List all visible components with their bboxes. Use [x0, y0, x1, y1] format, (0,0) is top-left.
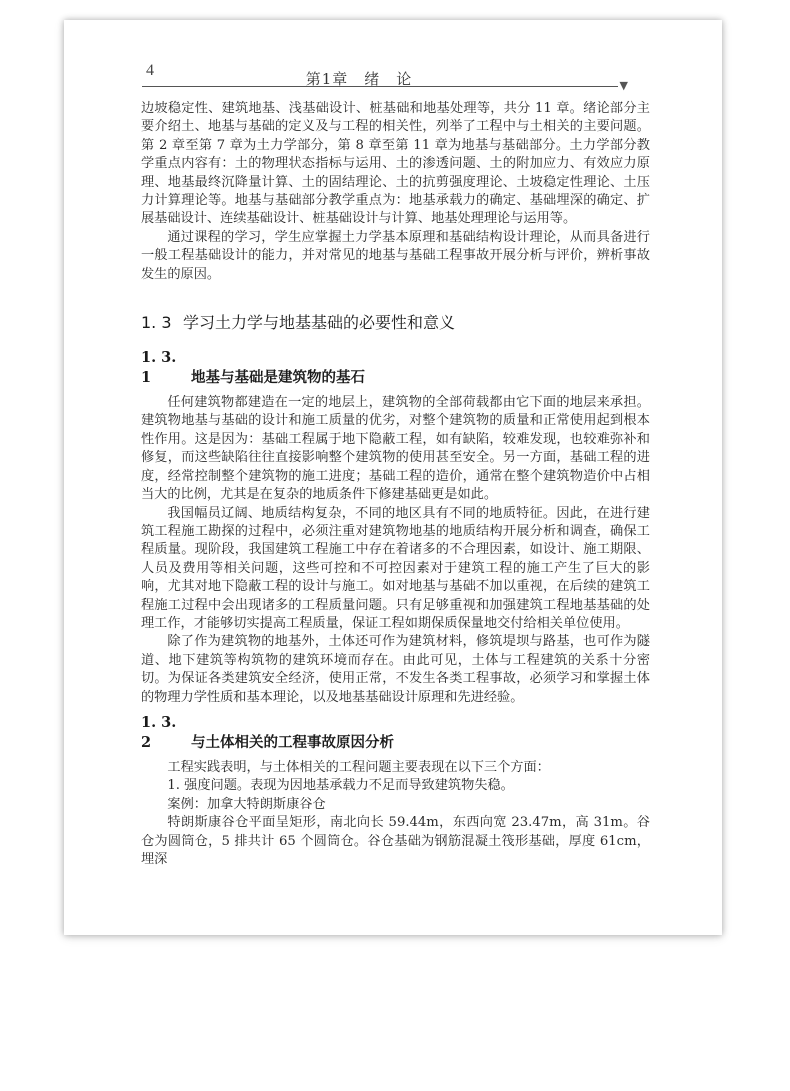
- section-title: 地基与基础是建筑物的基石: [191, 369, 365, 387]
- header-rule: [142, 86, 618, 87]
- running-header: [78, 60, 640, 90]
- section-number: 1. 3. 2: [141, 713, 177, 751]
- section-title: 学习土力学与地基基础的必要性和意义: [183, 313, 456, 333]
- section-number: 1. 3: [141, 313, 172, 333]
- section-heading-1-3: [141, 312, 650, 334]
- body-content: [141, 100, 650, 869]
- paragraph: 任何建筑物都建造在一定的地层上，建筑物的全部荷载都由它下面的地层来承担。建筑物地基与基础的设计和施工质量的优劣，对整个建筑物的质量和正常使用起到根本性作用。这是因为：基础工程属于地下隐蔽工程，如有缺陷，较难发现，也较难弥补和修复，而这些缺陷往往直接影响整个建筑物的使用甚至安全。另一方面，基础工程的进度，经常控制整个建筑物的施工进度；基础工程的造价，通常在整个建筑物造价中占相当大的比例，尤其是在复杂的地质条件下修建基础更是如此。: [141, 395, 650, 503]
- paragraph: 除了作为建筑物的地基外，土体还可作为建筑材料，修筑堤坝与路基，也可作为隧道、地下建筑等构筑物的建筑环境而存在。由此可见，土体与工程建筑的关系十分密切。为保证各类建筑安全经济，使用正常，不发生各类工程事故，必须学习和掌握土体的物理力学性质和基本理论，以及地基基础设计原理和先进经验。: [141, 634, 650, 705]
- paragraph: 我国幅员辽阔、地质结构复杂，不同的地区具有不同的地质特征。因此，在进行建筑工程施工勘探的过程中，必须注重对建筑物地基的地质结构开展分析和调查，确保工程质量。现阶段，我国建筑工程施工中存在着诸多的不合理因素，如设计、施工期限、人员及费用等相关问题，这些可控和不可控因素对于建筑工程的施工产生了巨大的影响，尤其对地下隐蔽工程的设计与施工。如对地基与基础不加以重视，在后续的建筑工程施工过程中会出现诸多的工程质量问题。只有足够重视和加强建筑工程地基基础的处理工作，才能够切实提高工程质量，保证工程如期保质保量地交付给相关单位使用。: [141, 505, 650, 631]
- page-number: 4: [146, 62, 154, 79]
- paragraph: 工程实践表明，与土体相关的工程问题主要表现在以下三个方面：: [167, 759, 550, 775]
- chapter-title: 第1章 绪 论: [305, 70, 413, 88]
- paragraph: 案例：加拿大特朗斯康谷仓: [167, 796, 326, 812]
- section-number: 1. 3. 1: [141, 349, 177, 387]
- section-heading-1-3-2: [141, 713, 650, 753]
- header-ornament-icon: ▼: [619, 79, 628, 92]
- paragraph: 边坡稳定性、建筑地基、浅基础设计、桩基础和地基处理等，共分 11 章。绪论部分主要介绍土、地基与基础的定义及与工程的相关性，列举了工程中与土相关的主要问题。第 2 章至第 7 章为土力学部分，第 8 章至第 11 章为地基与基础部分。土力学部分教学重点内容有：土的物理状态指标与运用、土的渗透问题、土的附加应力、有效应力原理、地基最终沉降量计算、土的固结理论、土的抗剪强度理论、土坡稳定性理论、土压力计算理论等。地基与基础部分教学重点为：地基承载力的确定、基础埋深的确定、扩展基础设计、连续基础设计、桩基础设计与计算、地基处理理论与运用等。: [141, 101, 650, 227]
- paragraph: 1. 强度问题。表现为因地基承载力不足而导致建筑物失稳。: [167, 778, 514, 794]
- paragraph: 特朗斯康谷仓平面呈矩形，南北向长 59.44m，东西向宽 23.47m，高 31m。谷仓为圆筒仓，5 排共计 65 个圆筒仓。谷仓基础为钢筋混凝土筏形基础，厚度 61cm，埋深: [141, 815, 650, 867]
- section-title: 与土体相关的工程事故原因分析: [191, 733, 394, 751]
- section-heading-1-3-1: [141, 348, 650, 388]
- paragraph: 通过课程的学习，学生应掌握土力学基本原理和基础结构设计理论，从而具备进行一般工程基础设计的能力，并对常见的地基与基础工程事故开展分析与评价，辨析事故发生的原因。: [141, 229, 650, 282]
